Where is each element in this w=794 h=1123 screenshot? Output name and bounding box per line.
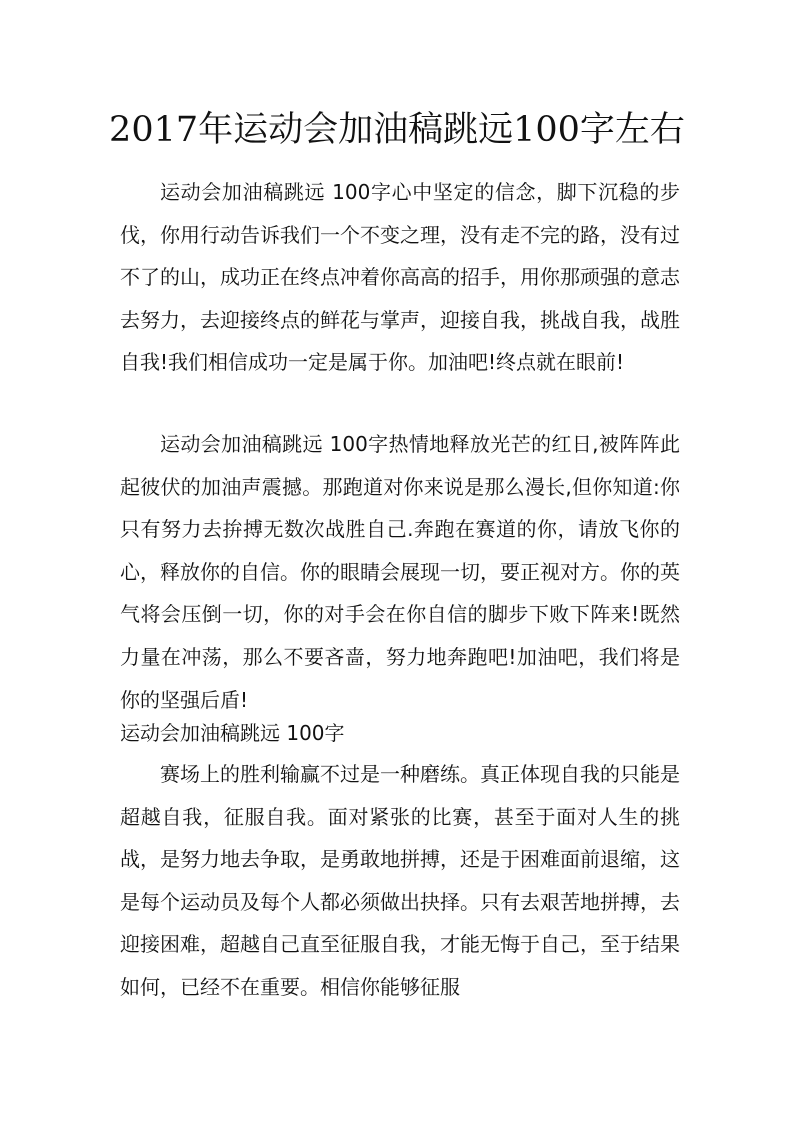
section-subheading: 运动会加油稿跳远 100字 xyxy=(120,721,345,745)
document-title: 2017年运动会加油稿跳远100字左右 xyxy=(109,110,685,150)
paragraph-3: 赛场上的胜利输赢不过是一种磨练。真正体现自我的只能是超越自我，征服自我。面对紧张的比赛，甚至于面对人生的挑战，是努力地去争取，是勇敢地拼搏，还是于困难面前退缩，这是每个运动员及每个人都必须做出抉择。只有去艰苦地拼搏，去迎接困难，超越自己直至征服自我，才能无悔于自己，至于结果如何，已经不在重要。相信你能够征服 xyxy=(120,762,680,999)
paragraph-1: 运动会加油稿跳远 100字心中坚定的信念，脚下沉稳的步伐，你用行动告诉我们一个不变之理，没有走不完的路，没有过不了的山，成功正在终点冲着你高高的招手，用你那顽强的意志去努力，去迎接终点的鲜花与掌声，迎接自我，挑战自我，战胜自我!我们相信成功一定是属于你。加油吧!终点就在眼前! xyxy=(120,180,680,375)
paragraph-2: 运动会加油稿跳远 100字热情地释放光芒的红日,被阵阵此起彼伏的加油声震撼。那跑道对你来说是那么漫长,但你知道:你只有努力去拚搏无数次战胜自己.奔跑在赛道的你，请放飞你的心，释放你的自信。你的眼睛会展现一切，要正视对方。你的英气将会压倒一切，你的对手会在你自信的脚步下败下阵来!既然力量在冲荡，那么不要吝啬，努力地奔跑吧!加油吧，我们将是你的坚强后盾! xyxy=(120,432,680,712)
